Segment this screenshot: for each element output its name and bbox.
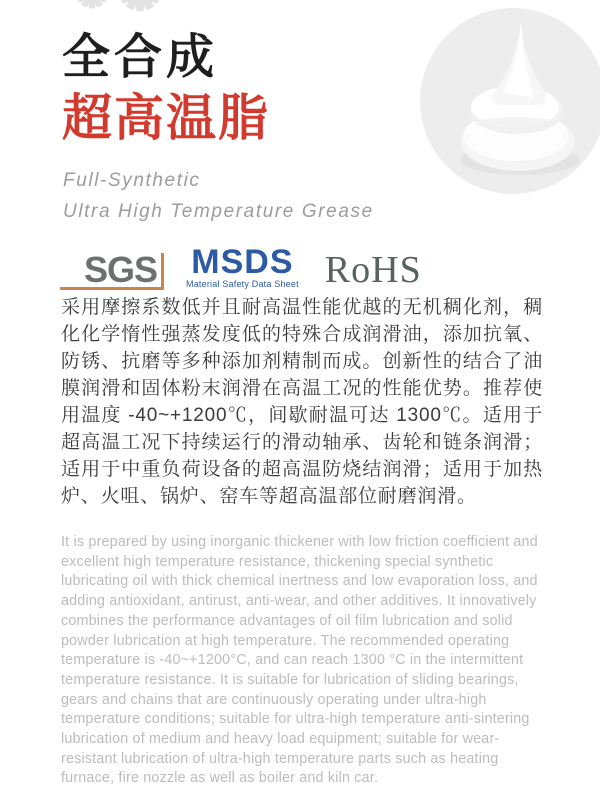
description-chinese: 采用摩擦系数低并且耐高温性能优越的无机稠化剂，稠化化学惰性强蒸发度低的特殊合成润滑油，添加抗氧、防锈、抗磨等多种添加剂精制而成。创新性的结合了油膜润滑和固体粉末润滑在高温工况的性能优势。推荐使用温度 -40~+1200℃，间歇耐温可达 1300℃。适用于超高温工况下持续运行的滑动轴承、齿轮和链条润滑；适用于中重负荷设备的超高温防烧结润滑；适用于加热炉、火咀、锅炉、窑车等超高温部位耐磨润滑。: [61, 297, 543, 507]
page-title: [62, 28, 270, 148]
grease-dollop-photo: [420, 8, 600, 194]
title-line-grease-cn: 超高温脂: [62, 90, 270, 146]
certification-logos: [60, 240, 422, 290]
subtitle-line1: Full-Synthetic: [63, 170, 201, 191]
msds-logo-subtext: Material Safety Data Sheet: [186, 279, 299, 289]
description-english: It is prepared by using inorganic thickener with low friction coefficient and excellent high temperature resistance, thickening special synthetic lubricating oil with thick chemical inertness and low evaporation loss, and adding antioxidant, antirust, anti-wear, and other additives. It innovatively combines the performance advantages of oil film lubrication and solid powder lubrication at high temperature. The recommended operating temperature is -40~+1200°C, and can reach 1300 °C in the intermittent temperature resistance. It is suitable for lubrication of sliding bearings, gears and chains that are continuously operating under ultra-high temperature conditions; suitable for ultra-high temperature anti-sintering lubrication of medium and heavy load equipment; suitable for wear-resistant lubrication of ultra-high temperature parts such as heating furnace, fire nozzle as well as boiler and kiln car.: [61, 534, 538, 787]
subtitle-en: [63, 165, 374, 227]
rohs-logo-text: RoHS: [324, 249, 422, 291]
msds-logo-text: MSDS: [191, 243, 294, 281]
sgs-logo: [60, 249, 164, 290]
subtitle-line2: Ultra High Temperature Grease: [63, 201, 374, 222]
msds-logo: [186, 243, 299, 290]
sgs-logo-text: SGS: [84, 249, 158, 290]
rohs-logo: [324, 249, 422, 291]
title-line-fullsynthetic-cn: 全合成: [62, 31, 219, 84]
